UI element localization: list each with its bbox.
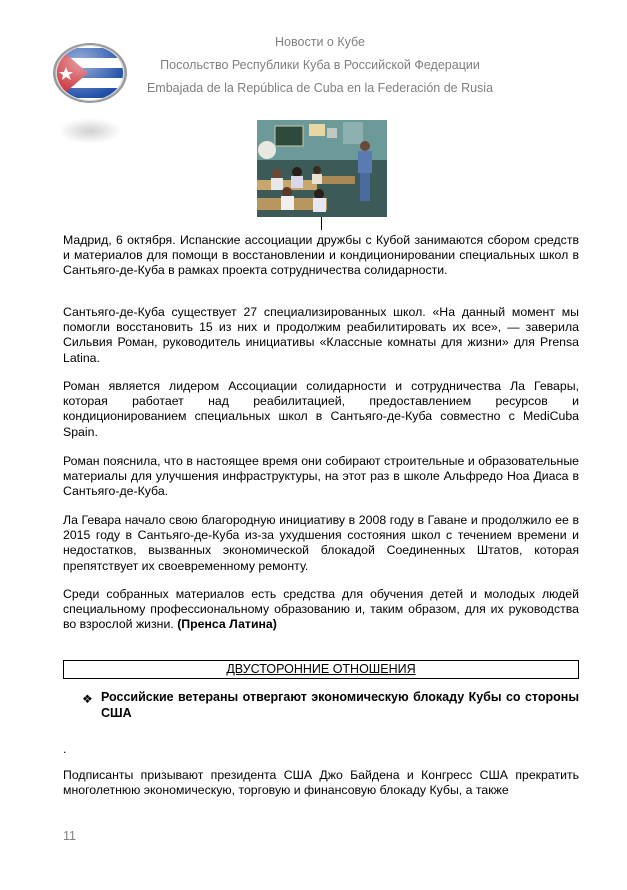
article-paragraph: Роман является лидером Ассоциации солидарности и сотрудничества Ла Гевары, которая работает над реабилитацией, предоставлением ресурсов и кондиционированием специальных школ в Сантьяго-де-Куба совместно с MediCuba Spain.: [63, 379, 579, 439]
article-last-text: Среди собранных материалов есть средства для обучения детей и молодых людей специальному профессиональному образованию и, таким образом, для их руководства во взрослой жизни.: [63, 587, 579, 632]
article-paragraph: Роман пояснила, что в настоящее время они собирают строительные и образовательные материалы для улучшения инфраструктуры, на этот раз в школе Альфредо Ноа Диаса в Сантьяго-де-Куба.: [63, 454, 579, 499]
header-embassy-ru: Посольство Республики Куба в Российской Федерации: [160, 58, 480, 72]
article-paragraph: Сантьяго-де-Куба существует 27 специализированных школ. «На данный момент мы помогли восстановить 15 из них и продолжим реабилитировать их все», — заверила Сильвия Роман, руководитель инициативы «Классные комнаты для жизни» для Prensa Latina.: [63, 305, 579, 365]
article-source: (Пренса Латина): [177, 617, 277, 632]
news-headline: Российские ветераны отвергают экономическую блокаду Кубы со стороны США: [101, 690, 579, 720]
header-embassy-es: Embajada de la República de Cuba en la Federación de Rusia: [146, 81, 494, 95]
header-title: Новости о Кубе: [275, 35, 365, 49]
section-title: ДВУСТОРОННИЕ ОТНОШЕНИЯ: [226, 662, 416, 676]
classroom-photo: [257, 120, 387, 217]
stray-dot: .: [63, 742, 67, 756]
article-paragraph: Ла Гевара начало свою благородную инициативу в 2008 году в Гаване и продолжило ее в 2015 году в Сантьяго-де-Куба из-за ухудшения состояния школ с течением времени и недостатков, вызванных экономической блокадой Соединенных Штатов, которая препятствует их своевременному ремонту.: [63, 513, 579, 573]
cuba-flag-logo-icon: [52, 42, 128, 104]
article-paragraph-last: [63, 587, 579, 633]
article-paragraph: Мадрид, 6 октября. Испанские ассоциации дружбы с Кубой занимаются сбором средств и материалов для помощи в восстановлении и кондиционировании специальных школ в Сантьяго-де-Куба в рамках проекта сотрудничества солидарности.: [63, 233, 579, 278]
news-paragraph: Подписанты призывают президента США Джо Байдена и Конгресс США прекратить многолетнюю экономическую, торговую и финансовую блокаду Кубы, а также: [63, 768, 579, 798]
photo-caption-marker: [321, 217, 322, 230]
diamond-bullet-icon: ❖: [82, 692, 93, 706]
page-number: 11: [63, 829, 76, 843]
logo-shadow: [58, 118, 122, 144]
section-header: [63, 660, 579, 679]
